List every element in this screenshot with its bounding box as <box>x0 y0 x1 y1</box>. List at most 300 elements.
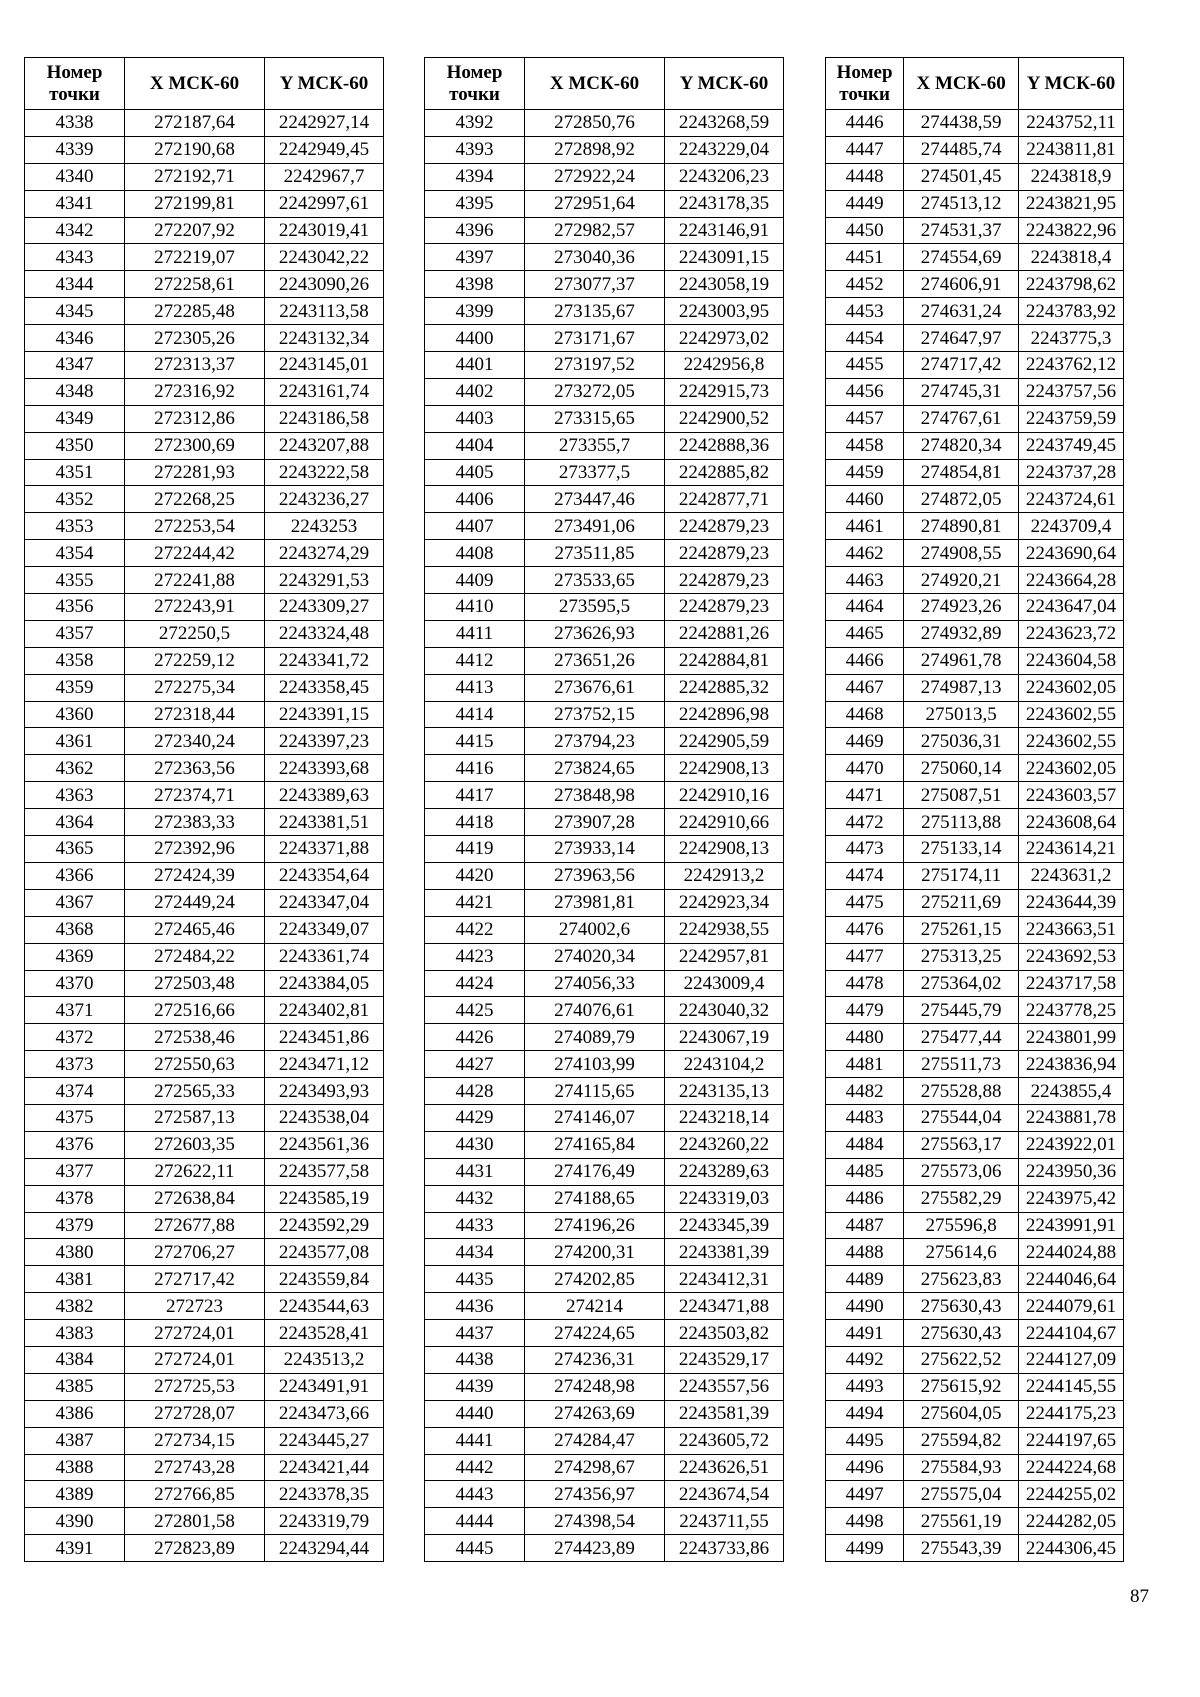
cell-point-number: 4338 <box>25 110 125 137</box>
table-row <box>25 1373 384 1400</box>
cell-x: 274146,07 <box>525 1104 665 1131</box>
table-row <box>25 459 384 486</box>
table-row <box>425 378 784 405</box>
cell-point-number: 4349 <box>25 405 125 432</box>
table-row <box>425 889 784 916</box>
cell-x: 275036,31 <box>904 728 1019 755</box>
cell-y: 2243513,2 <box>265 1346 384 1373</box>
cell-point-number: 4479 <box>826 997 904 1024</box>
table-row <box>25 782 384 809</box>
cell-point-number: 4439 <box>425 1373 525 1400</box>
cell-point-number: 4346 <box>25 325 125 352</box>
cell-y: 2243361,74 <box>265 943 384 970</box>
table-row <box>25 405 384 432</box>
cell-point-number: 4466 <box>826 647 904 674</box>
table-row <box>25 1104 384 1131</box>
cell-y: 2242910,16 <box>665 782 784 809</box>
table-row <box>25 1427 384 1454</box>
cell-x: 272677,88 <box>125 1212 265 1239</box>
cell-y: 2243161,74 <box>265 378 384 405</box>
table-row <box>425 190 784 217</box>
table-row <box>826 674 1124 701</box>
cell-point-number: 4390 <box>25 1508 125 1535</box>
cell-y: 2243381,51 <box>265 809 384 836</box>
cell-x: 273907,28 <box>525 809 665 836</box>
cell-x: 272340,24 <box>125 728 265 755</box>
cell-point-number: 4414 <box>425 701 525 728</box>
table-row <box>826 1078 1124 1105</box>
header-x: X МСК-60 <box>904 58 1019 110</box>
cell-x: 272258,61 <box>125 271 265 298</box>
cell-point-number: 4355 <box>25 567 125 594</box>
cell-point-number: 4438 <box>425 1346 525 1373</box>
cell-point-number: 4372 <box>25 1024 125 1051</box>
cell-y: 2243229,04 <box>665 136 784 163</box>
cell-x: 274606,91 <box>904 271 1019 298</box>
table-row <box>25 190 384 217</box>
cell-y: 2243207,88 <box>265 432 384 459</box>
cell-x: 274202,85 <box>525 1266 665 1293</box>
cell-y: 2243381,39 <box>665 1239 784 1266</box>
cell-point-number: 4379 <box>25 1212 125 1239</box>
cell-point-number: 4421 <box>425 889 525 916</box>
cell-y: 2243319,79 <box>265 1508 384 1535</box>
table-row <box>826 1373 1124 1400</box>
cell-y: 2242938,55 <box>665 916 784 943</box>
cell-x: 272250,5 <box>125 620 265 647</box>
cell-point-number: 4426 <box>425 1024 525 1051</box>
cell-x: 274263,69 <box>525 1400 665 1427</box>
cell-x: 272465,46 <box>125 916 265 943</box>
cell-x: 274224,65 <box>525 1320 665 1347</box>
cell-y: 2243319,03 <box>665 1185 784 1212</box>
cell-x: 272982,57 <box>525 217 665 244</box>
cell-point-number: 4452 <box>826 271 904 298</box>
table-row <box>25 110 384 137</box>
cell-y: 2243354,64 <box>265 862 384 889</box>
cell-point-number: 4340 <box>25 163 125 190</box>
table-row <box>25 809 384 836</box>
table-row <box>425 513 784 540</box>
table-row <box>826 970 1124 997</box>
table-row <box>25 1158 384 1185</box>
cell-y: 2243663,51 <box>1019 916 1124 943</box>
cell-y: 2242885,82 <box>665 459 784 486</box>
table-row <box>826 486 1124 513</box>
cell-x: 275261,15 <box>904 916 1019 943</box>
cell-point-number: 4491 <box>826 1320 904 1347</box>
coordinate-table-1 <box>24 57 384 1562</box>
cell-point-number: 4467 <box>826 674 904 701</box>
cell-y: 2243090,26 <box>265 271 384 298</box>
table-row <box>826 136 1124 163</box>
cell-y: 2242896,98 <box>665 701 784 728</box>
cell-point-number: 4462 <box>826 540 904 567</box>
cell-x: 274987,13 <box>904 674 1019 701</box>
cell-x: 272587,13 <box>125 1104 265 1131</box>
cell-x: 273040,36 <box>525 244 665 271</box>
table-row <box>826 1212 1124 1239</box>
coordinate-tables <box>24 57 1124 1563</box>
cell-x: 275573,06 <box>904 1158 1019 1185</box>
cell-y: 2242908,13 <box>665 836 784 863</box>
cell-x: 273824,65 <box>525 755 665 782</box>
cell-x: 275477,44 <box>904 1024 1019 1051</box>
cell-y: 2243294,44 <box>265 1535 384 1562</box>
table-row <box>25 1481 384 1508</box>
table-row <box>826 1293 1124 1320</box>
table-row <box>25 486 384 513</box>
cell-y: 2242884,81 <box>665 647 784 674</box>
cell-point-number: 4453 <box>826 298 904 325</box>
cell-point-number: 4431 <box>425 1158 525 1185</box>
cell-point-number: 4387 <box>25 1427 125 1454</box>
cell-x: 273676,61 <box>525 674 665 701</box>
cell-y: 2243289,63 <box>665 1158 784 1185</box>
cell-x: 274423,89 <box>525 1535 665 1562</box>
cell-point-number: 4499 <box>826 1535 904 1562</box>
cell-point-number: 4481 <box>826 1051 904 1078</box>
cell-point-number: 4496 <box>826 1454 904 1481</box>
cell-y: 2243451,86 <box>265 1024 384 1051</box>
cell-point-number: 4350 <box>25 432 125 459</box>
cell-point-number: 4381 <box>25 1266 125 1293</box>
cell-point-number: 4440 <box>425 1400 525 1427</box>
cell-y: 2243922,01 <box>1019 1131 1124 1158</box>
coordinate-table-2 <box>424 57 784 1562</box>
table-row <box>826 701 1124 728</box>
cell-x: 275543,39 <box>904 1535 1019 1562</box>
cell-point-number: 4465 <box>826 620 904 647</box>
table-row <box>425 1454 784 1481</box>
cell-x: 273848,98 <box>525 782 665 809</box>
cell-point-number: 4360 <box>25 701 125 728</box>
cell-y: 2243557,56 <box>665 1373 784 1400</box>
cell-y: 2243603,57 <box>1019 782 1124 809</box>
cell-y: 2243881,78 <box>1019 1104 1124 1131</box>
table-row <box>826 728 1124 755</box>
cell-point-number: 4398 <box>425 271 525 298</box>
cell-x: 274248,98 <box>525 1373 665 1400</box>
cell-y: 2243206,23 <box>665 163 784 190</box>
cell-y: 2243762,12 <box>1019 352 1124 379</box>
cell-x: 272723 <box>125 1293 265 1320</box>
cell-x: 272503,48 <box>125 970 265 997</box>
table-row <box>25 378 384 405</box>
cell-y: 2243178,35 <box>665 190 784 217</box>
cell-x: 272300,69 <box>125 432 265 459</box>
cell-point-number: 4415 <box>425 728 525 755</box>
table-row <box>25 862 384 889</box>
cell-x: 274196,26 <box>525 1212 665 1239</box>
cell-x: 272312,86 <box>125 405 265 432</box>
cell-x: 272363,56 <box>125 755 265 782</box>
cell-point-number: 4385 <box>25 1373 125 1400</box>
cell-point-number: 4416 <box>425 755 525 782</box>
cell-y: 2243445,27 <box>265 1427 384 1454</box>
cell-point-number: 4409 <box>425 567 525 594</box>
cell-x: 273626,93 <box>525 620 665 647</box>
cell-y: 2242908,13 <box>665 755 784 782</box>
table-row <box>826 1266 1124 1293</box>
cell-x: 274236,31 <box>525 1346 665 1373</box>
cell-x: 274920,21 <box>904 567 1019 594</box>
cell-x: 272638,84 <box>125 1185 265 1212</box>
cell-y: 2243614,21 <box>1019 836 1124 863</box>
table-row <box>25 755 384 782</box>
cell-point-number: 4413 <box>425 674 525 701</box>
cell-y: 2243402,81 <box>265 997 384 1024</box>
table-row <box>425 647 784 674</box>
table-row <box>425 163 784 190</box>
cell-point-number: 4378 <box>25 1185 125 1212</box>
cell-y: 2242967,7 <box>265 163 384 190</box>
cell-y: 2244024,88 <box>1019 1239 1124 1266</box>
cell-point-number: 4444 <box>425 1508 525 1535</box>
cell-x: 275511,73 <box>904 1051 1019 1078</box>
cell-point-number: 4386 <box>25 1400 125 1427</box>
table-row <box>25 163 384 190</box>
cell-y: 2243647,04 <box>1019 594 1124 621</box>
header-point-number: Номер точки <box>425 58 525 110</box>
table-row <box>25 1024 384 1051</box>
cell-point-number: 4403 <box>425 405 525 432</box>
cell-y: 2242956,8 <box>665 352 784 379</box>
table-row <box>425 701 784 728</box>
cell-x: 272241,88 <box>125 567 265 594</box>
cell-x: 274890,81 <box>904 513 1019 540</box>
cell-y: 2243253 <box>265 513 384 540</box>
cell-x: 273355,7 <box>525 432 665 459</box>
table-row <box>25 1346 384 1373</box>
cell-x: 272187,64 <box>125 110 265 137</box>
cell-x: 275594,82 <box>904 1427 1019 1454</box>
cell-y: 2243749,45 <box>1019 432 1124 459</box>
table-row <box>425 620 784 647</box>
cell-x: 273315,65 <box>525 405 665 432</box>
cell-x: 273752,15 <box>525 701 665 728</box>
cell-y: 2243644,39 <box>1019 889 1124 916</box>
cell-x: 275013,5 <box>904 701 1019 728</box>
cell-point-number: 4374 <box>25 1078 125 1105</box>
cell-y: 2243604,58 <box>1019 647 1124 674</box>
cell-x: 272743,28 <box>125 1454 265 1481</box>
cell-point-number: 4358 <box>25 647 125 674</box>
cell-y: 2242910,66 <box>665 809 784 836</box>
cell-y: 2242957,81 <box>665 943 784 970</box>
table-row <box>425 836 784 863</box>
cell-point-number: 4448 <box>826 163 904 190</box>
table-row <box>425 1293 784 1320</box>
cell-point-number: 4458 <box>826 432 904 459</box>
cell-x: 275544,04 <box>904 1104 1019 1131</box>
table-row <box>826 997 1124 1024</box>
cell-y: 2242881,26 <box>665 620 784 647</box>
cell-point-number: 4368 <box>25 916 125 943</box>
cell-y: 2243091,15 <box>665 244 784 271</box>
table-row <box>826 378 1124 405</box>
cell-y: 2243421,44 <box>265 1454 384 1481</box>
cell-y: 2243132,34 <box>265 325 384 352</box>
cell-x: 274961,78 <box>904 647 1019 674</box>
cell-y: 2243042,22 <box>265 244 384 271</box>
table-row <box>25 136 384 163</box>
cell-point-number: 4476 <box>826 916 904 943</box>
cell-x: 275575,04 <box>904 1481 1019 1508</box>
cell-y: 2243759,59 <box>1019 405 1124 432</box>
cell-x: 272724,01 <box>125 1320 265 1347</box>
cell-point-number: 4344 <box>25 271 125 298</box>
cell-x: 274820,34 <box>904 432 1019 459</box>
cell-x: 272766,85 <box>125 1481 265 1508</box>
cell-point-number: 4484 <box>826 1131 904 1158</box>
cell-point-number: 4370 <box>25 970 125 997</box>
table-row <box>826 1051 1124 1078</box>
table-row <box>826 889 1124 916</box>
header-y: Y МСК-60 <box>665 58 784 110</box>
cell-x: 274056,33 <box>525 970 665 997</box>
table-row <box>425 916 784 943</box>
cell-x: 273595,5 <box>525 594 665 621</box>
table-body <box>425 110 784 1562</box>
table-row <box>425 1373 784 1400</box>
cell-x: 275561,19 <box>904 1508 1019 1535</box>
table-row <box>826 540 1124 567</box>
header-y: Y МСК-60 <box>265 58 384 110</box>
table-row <box>25 1293 384 1320</box>
cell-y: 2243349,07 <box>265 916 384 943</box>
table-row <box>25 997 384 1024</box>
table-row <box>25 1266 384 1293</box>
cell-x: 274647,97 <box>904 325 1019 352</box>
cell-point-number: 4404 <box>425 432 525 459</box>
cell-point-number: 4377 <box>25 1158 125 1185</box>
cell-y: 2243757,56 <box>1019 378 1124 405</box>
cell-point-number: 4461 <box>826 513 904 540</box>
cell-x: 273272,05 <box>525 378 665 405</box>
table-row <box>826 594 1124 621</box>
cell-y: 2243058,19 <box>665 271 784 298</box>
cell-point-number: 4480 <box>826 1024 904 1051</box>
cell-y: 2243585,19 <box>265 1185 384 1212</box>
cell-x: 272316,92 <box>125 378 265 405</box>
cell-x: 274501,45 <box>904 163 1019 190</box>
table-row <box>425 1427 784 1454</box>
table-row <box>425 352 784 379</box>
table-row <box>425 1400 784 1427</box>
cell-y: 2243581,39 <box>665 1400 784 1427</box>
cell-y: 2243818,4 <box>1019 244 1124 271</box>
table-row <box>25 916 384 943</box>
table-row <box>826 459 1124 486</box>
cell-point-number: 4475 <box>826 889 904 916</box>
cell-point-number: 4363 <box>25 782 125 809</box>
cell-y: 2243146,91 <box>665 217 784 244</box>
cell-point-number: 4449 <box>826 190 904 217</box>
table-row <box>25 1131 384 1158</box>
cell-point-number: 4433 <box>425 1212 525 1239</box>
table-row <box>826 1024 1124 1051</box>
cell-x: 275211,69 <box>904 889 1019 916</box>
cell-point-number: 4451 <box>826 244 904 271</box>
cell-x: 275596,8 <box>904 1212 1019 1239</box>
cell-x: 274854,81 <box>904 459 1019 486</box>
cell-y: 2242879,23 <box>665 567 784 594</box>
cell-point-number: 4376 <box>25 1131 125 1158</box>
cell-y: 2244127,09 <box>1019 1346 1124 1373</box>
cell-y: 2243389,63 <box>265 782 384 809</box>
cell-x: 274176,49 <box>525 1158 665 1185</box>
cell-point-number: 4397 <box>425 244 525 271</box>
cell-y: 2243491,91 <box>265 1373 384 1400</box>
cell-x: 273981,81 <box>525 889 665 916</box>
cell-x: 274188,65 <box>525 1185 665 1212</box>
table-row <box>826 943 1124 970</box>
cell-y: 2242997,61 <box>265 190 384 217</box>
cell-point-number: 4382 <box>25 1293 125 1320</box>
table-row <box>25 1454 384 1481</box>
table-row <box>425 862 784 889</box>
cell-point-number: 4490 <box>826 1293 904 1320</box>
cell-point-number: 4339 <box>25 136 125 163</box>
table-row <box>425 943 784 970</box>
cell-x: 272728,07 <box>125 1400 265 1427</box>
cell-y: 2244175,23 <box>1019 1400 1124 1427</box>
table-row <box>425 809 784 836</box>
cell-y: 2244224,68 <box>1019 1454 1124 1481</box>
cell-y: 2243602,55 <box>1019 728 1124 755</box>
cell-x: 274932,89 <box>904 620 1019 647</box>
cell-y: 2243378,35 <box>265 1481 384 1508</box>
cell-point-number: 4487 <box>826 1212 904 1239</box>
table-row <box>25 325 384 352</box>
cell-point-number: 4463 <box>826 567 904 594</box>
cell-x: 272550,63 <box>125 1051 265 1078</box>
cell-x: 274745,31 <box>904 378 1019 405</box>
table-row <box>826 647 1124 674</box>
cell-x: 275133,14 <box>904 836 1019 863</box>
cell-x: 275087,51 <box>904 782 1019 809</box>
table-row <box>826 809 1124 836</box>
coordinate-table-3 <box>825 57 1124 1562</box>
cell-point-number: 4436 <box>425 1293 525 1320</box>
cell-point-number: 4348 <box>25 378 125 405</box>
table-row <box>25 889 384 916</box>
cell-x: 272449,24 <box>125 889 265 916</box>
cell-point-number: 4443 <box>425 1481 525 1508</box>
cell-y: 2243733,86 <box>665 1535 784 1562</box>
cell-x: 272724,01 <box>125 1346 265 1373</box>
cell-y: 2242915,73 <box>665 378 784 405</box>
cell-x: 274076,61 <box>525 997 665 1024</box>
cell-x: 272192,71 <box>125 163 265 190</box>
cell-point-number: 4375 <box>25 1104 125 1131</box>
table-row <box>25 836 384 863</box>
table-row <box>826 163 1124 190</box>
cell-x: 275584,93 <box>904 1454 1019 1481</box>
table-row <box>826 620 1124 647</box>
cell-point-number: 4454 <box>826 325 904 352</box>
cell-x: 272275,34 <box>125 674 265 701</box>
table-row <box>425 1481 784 1508</box>
header-row <box>25 58 384 110</box>
cell-y: 2243711,55 <box>665 1508 784 1535</box>
cell-point-number: 4405 <box>425 459 525 486</box>
cell-x: 272603,35 <box>125 1131 265 1158</box>
table-row <box>425 970 784 997</box>
table-row <box>425 486 784 513</box>
cell-point-number: 4493 <box>826 1373 904 1400</box>
